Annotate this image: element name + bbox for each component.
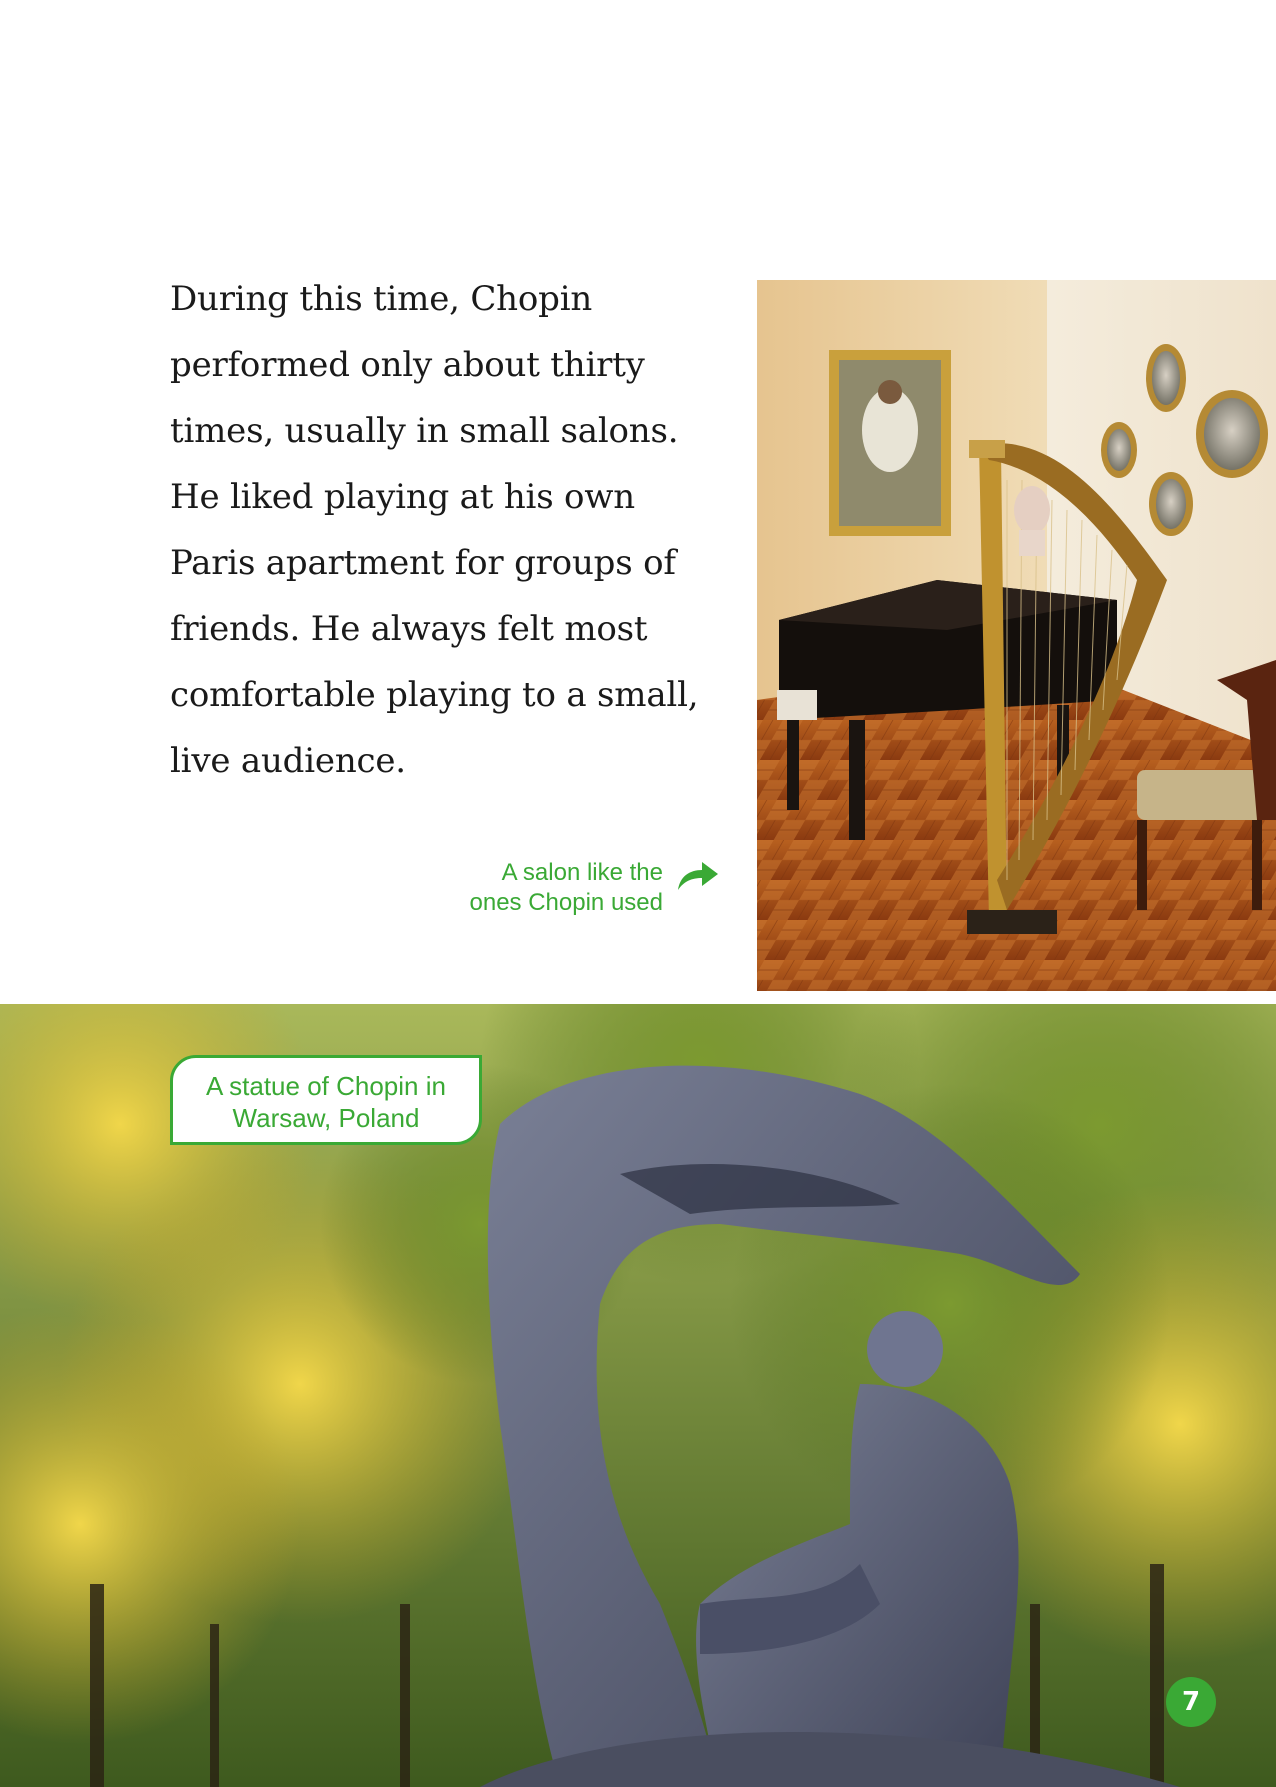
caption-line: Warsaw, Poland	[232, 1103, 420, 1133]
paragraph-line: times, usually in small salons.	[170, 411, 679, 451]
salon-photo	[757, 280, 1276, 991]
paragraph-line: During this time, Chopin	[170, 279, 593, 319]
caption-line: A salon like the	[501, 859, 663, 886]
curved-arrow-right-icon	[676, 858, 720, 894]
statue-photo-caption	[170, 1055, 482, 1145]
main-paragraph	[170, 266, 710, 794]
paragraph-line: friends. He always felt most	[170, 609, 648, 649]
caption-line: ones Chopin used	[469, 889, 663, 916]
paragraph-line: He liked playing at his own	[170, 477, 635, 517]
salon-photo-caption	[420, 858, 663, 918]
paragraph-line: Paris apartment for groups of	[170, 543, 676, 583]
caption-line: A statue of Chopin in	[206, 1071, 446, 1101]
paragraph-line: live audience.	[170, 741, 406, 781]
page-number-badge: 7	[1166, 1677, 1216, 1727]
paragraph-line: performed only about thirty	[170, 345, 645, 385]
paragraph-line: comfortable playing to a small,	[170, 675, 699, 715]
